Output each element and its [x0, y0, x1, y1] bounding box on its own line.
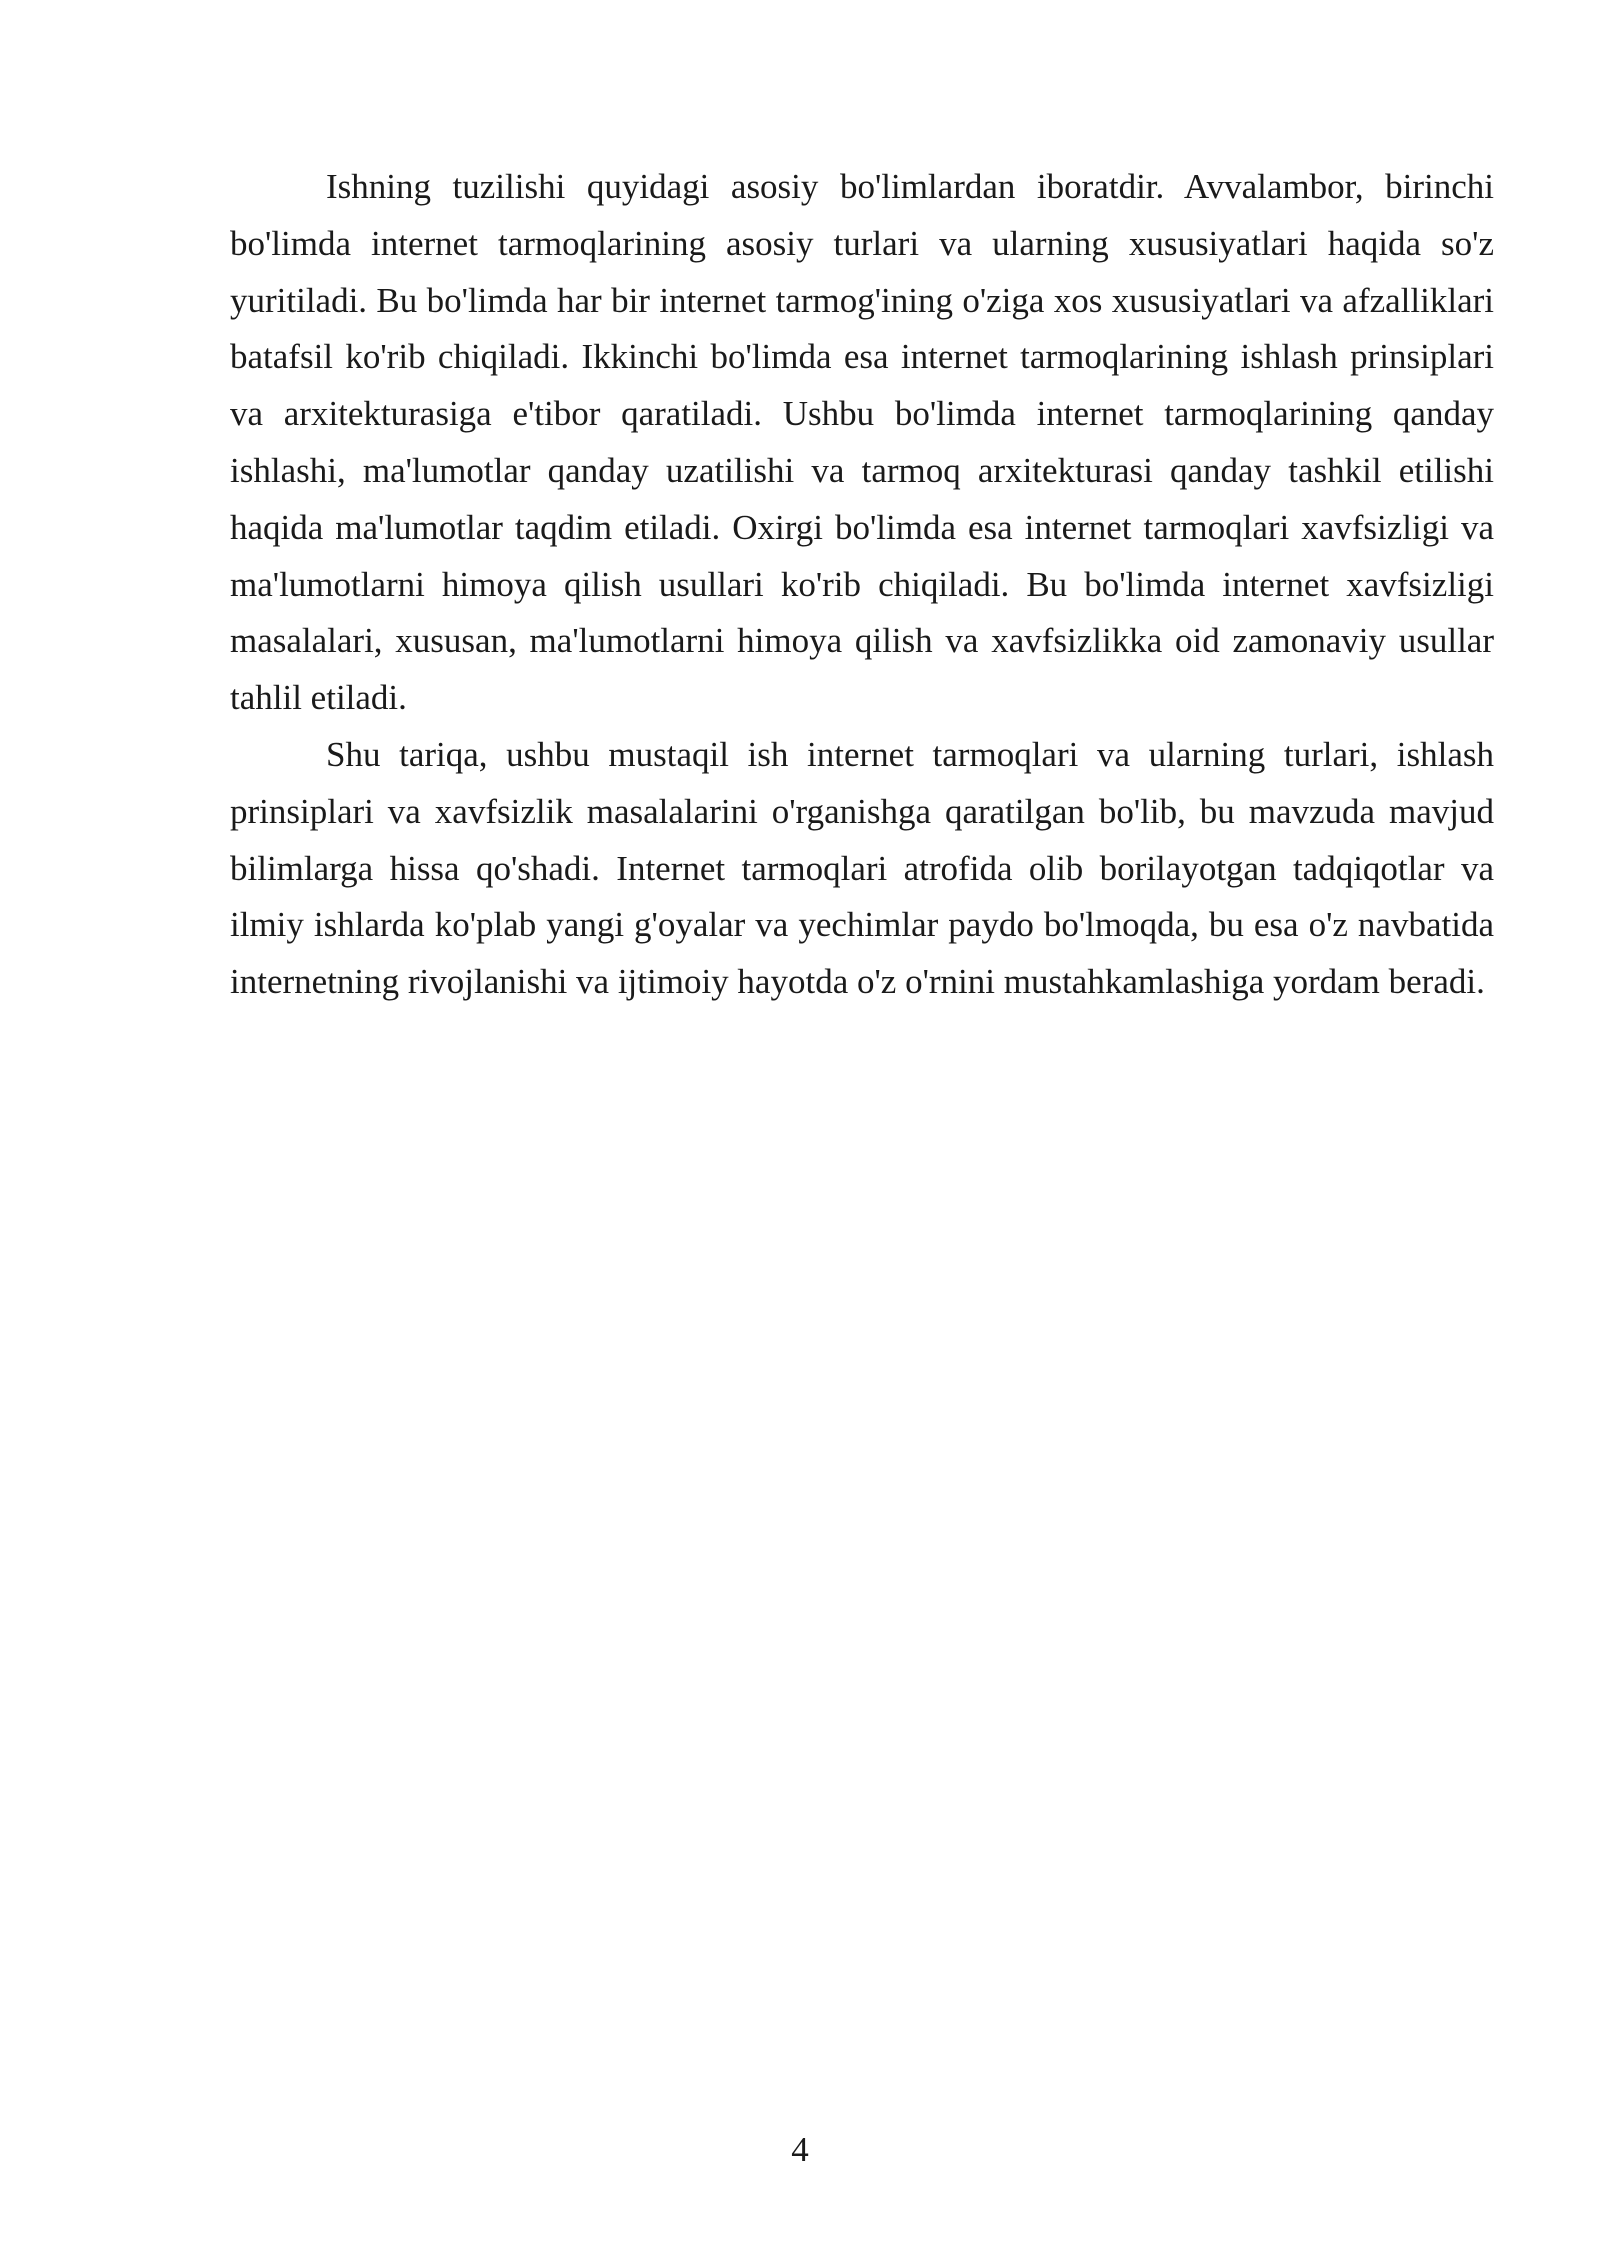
page-number: 4: [791, 2130, 809, 2169]
body-paragraph: Ishning tuzilishi quyidagi asosiy bo'limlardan iboratdir. Avvalambor, birinchi bo'limda internet tarmoqlarining asosiy turlari va ularning xususiyatlari haqida so'z yuritiladi. Bu bo'limda har bir internet tarmog'ining o'ziga xos xususiyatlari va afzalliklari batafsil ko'rib chiqiladi. Ikkinchi bo'limda esa internet tarmoqlarining ishlash prinsiplari va arxitekturasiga e'tibor qaratiladi. Ushbu bo'limda internet tarmoqlarining qanday ishlashi, ma'lumotlar qanday uzatilishi va tarmoq arxitekturasi qanday tashkil etilishi haqida ma'lumotlar taqdim etiladi. Oxirgi bo'limda esa internet tarmoqlari xavfsizligi va ma'lumotlarni himoya qilish usullari ko'rib chiqiladi. Bu bo'limda internet xavfsizligi masalalari, xususan, ma'lumotlarni himoya qilish va xavfsizlikka oid zamonaviy usullar tahlil etiladi.: [230, 167, 1494, 718]
document-body: [230, 159, 1494, 1011]
body-paragraph: Shu tariqa, ushbu mustaqil ish internet tarmoqlari va ularning turlari, ishlash prinsiplari va xavfsizlik masalalarini o'rganishga qaratilgan bo'lib, bu mavzuda mavjud bilimlarga hissa qo'shadi. Internet tarmoqlari atrofida olib borilayotgan tadqiqotlar va ilmiy ishlarda ko'plab yangi g'oyalar va yechimlar paydo bo'lmoqda, bu esa o'z navbatida internetning rivojlanishi va ijtimoiy hayotda o'z o'rnini mustahkamlashiga yordam beradi.: [230, 734, 1494, 1002]
